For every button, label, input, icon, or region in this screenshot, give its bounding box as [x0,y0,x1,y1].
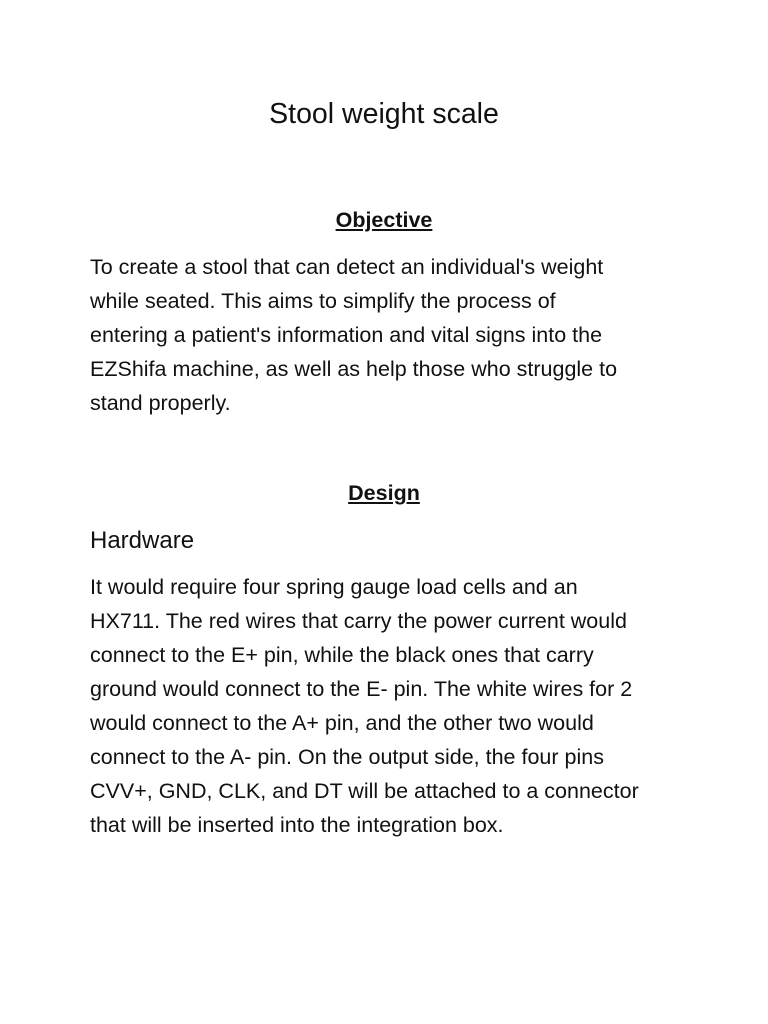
paragraph-line: CVV+, GND, CLK, and DT will be attached to a connector [90,779,639,803]
paragraph-line: To create a stool that can detect an individual's weight [90,255,604,279]
objective-heading: Objective [335,208,433,232]
paragraph-line: while seated. This aims to simplify the process of [90,289,556,313]
paragraph-line: connect to the A- pin. On the output side, the four pins [90,745,604,769]
paragraph-line: stand properly. [90,391,231,415]
paragraph-line: would connect to the A+ pin, and the other two would [90,711,594,735]
paragraph-line: EZShifa machine, as well as help those who struggle to [90,357,618,381]
paragraph-line: connect to the E+ pin, while the black ones that carry [90,643,594,667]
document-title: Stool weight scale [269,98,499,130]
objective-paragraph [90,250,690,420]
design-heading: Design [348,481,420,505]
paragraph-line: that will be inserted into the integration box. [90,813,504,837]
paragraph-line: ground would connect to the E- pin. The white wires for 2 [90,677,633,701]
hardware-heading: Hardware [90,527,195,554]
paragraph-line: HX711. The red wires that carry the power current would [90,609,627,633]
paragraph-line: It would require four spring gauge load cells and an [90,575,578,599]
paragraph-line: entering a patient's information and vital signs into the [90,323,603,347]
hardware-paragraph [90,570,690,842]
